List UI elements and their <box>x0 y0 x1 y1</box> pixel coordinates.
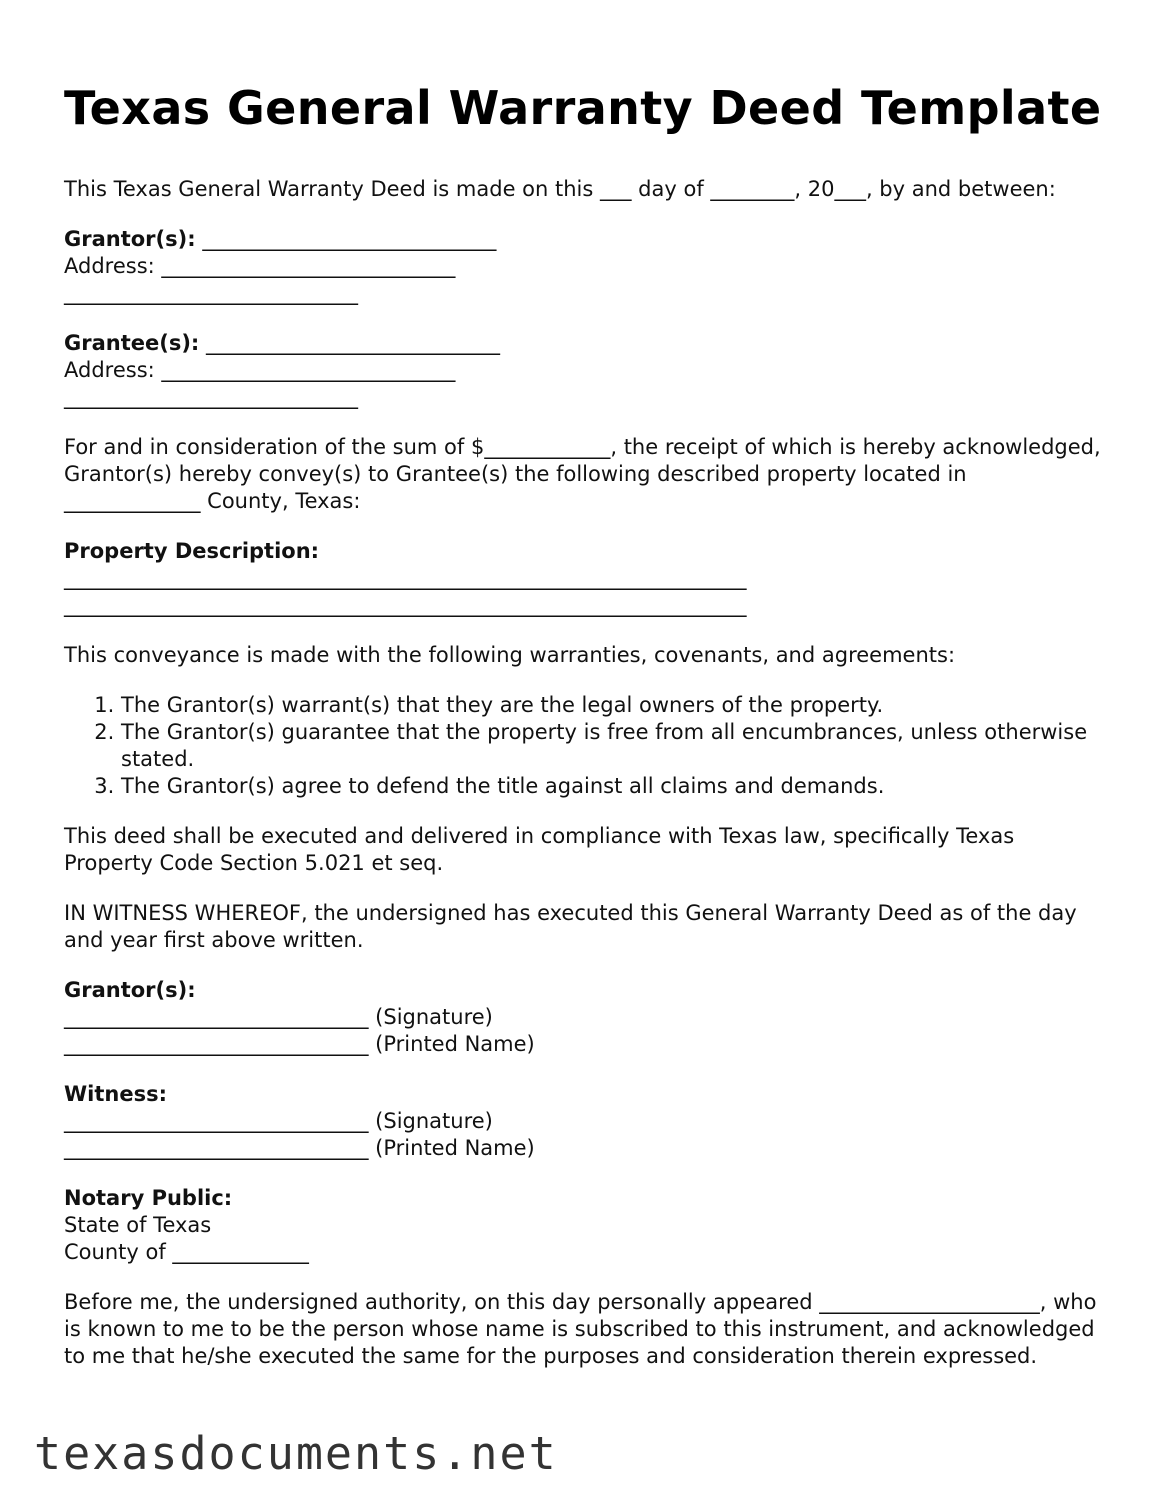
witness-signature-section <box>64 1081 1104 1162</box>
footer-watermark: texasdocuments.net <box>34 1427 558 1480</box>
document-page <box>64 80 1104 1393</box>
witness-label: Witness: <box>64 1082 167 1106</box>
witness-signature-line[interactable]: _____________________________ (Signature) <box>64 1109 493 1133</box>
document-title: Texas General Warranty Deed Template <box>64 81 1102 135</box>
grantor-signature-label: Grantor(s): <box>64 978 196 1002</box>
grantee-name-line <box>64 330 1104 357</box>
property-line-2[interactable]: _________________________________________________________________ <box>64 593 747 617</box>
grantor-name-line <box>64 226 1104 253</box>
notary-state: State of Texas <box>64 1213 212 1237</box>
intro-paragraph: This Texas General Warranty Deed is made on this ___ day of ________, 20___, by and between: <box>64 177 1056 201</box>
grantor-printed-name-line[interactable]: _____________________________ (Printed Name) <box>64 1032 535 1056</box>
property-line-1[interactable]: _________________________________________________________________ <box>64 566 747 590</box>
grantee-label: Grantee(s): <box>64 331 200 355</box>
property-section <box>64 538 1104 619</box>
witness-clause: IN WITNESS WHEREOF, the undersigned has executed this General Warranty Deed as of the day and year first above written. <box>64 901 1077 952</box>
grantor-section <box>64 226 1104 307</box>
grantor-signature-section <box>64 977 1104 1058</box>
warranty-item: 1. The Grantor(s) warrant(s) that they are the legal owners of the property. <box>121 692 1104 719</box>
grantee-name-blank[interactable]: ____________________________ <box>199 331 501 355</box>
grantee-section <box>64 330 1104 411</box>
grantor-name-blank[interactable]: ____________________________ <box>195 227 497 251</box>
compliance-paragraph: This deed shall be executed and delivered in compliance with Texas law, specifically Texas Property Code Section 5.021 et seq. <box>64 824 1015 875</box>
acknowledgment-paragraph: Before me, the undersigned authority, on this day personally appeared _____________________, who is known to me to be the person whose name is subscribed to this instrument, and acknowledged to me that he/she executed the same for the purposes and consideration therein expressed. <box>64 1290 1097 1368</box>
warranty-item: 2. The Grantor(s) guarantee that the property is free from all encumbrances, unless otherwise stated. <box>121 719 1104 773</box>
warranty-item: 3. The Grantor(s) agree to defend the title against all claims and demands. <box>121 773 1104 800</box>
property-label: Property Description: <box>64 539 320 563</box>
grantee-address-line-2[interactable]: ____________________________ <box>64 385 358 409</box>
warranties-list <box>64 692 1104 800</box>
grantee-address-line[interactable]: Address: ____________________________ <box>64 358 456 382</box>
consideration-paragraph: For and in consideration of the sum of $____________, the receipt of which is hereby acknowledged, Grantor(s) hereby convey(s) to Grantee(s) the following described property located in _____________ County, Texas: <box>64 435 1101 513</box>
notary-county-line[interactable]: County of _____________ <box>64 1240 309 1264</box>
grantor-signature-line[interactable]: _____________________________ (Signature) <box>64 1005 493 1029</box>
witness-printed-name-line[interactable]: _____________________________ (Printed Name) <box>64 1136 535 1160</box>
grantor-address-line[interactable]: Address: ____________________________ <box>64 254 456 278</box>
grantor-address-line-2[interactable]: ____________________________ <box>64 281 358 305</box>
notary-section <box>64 1185 1104 1266</box>
warranties-intro: This conveyance is made with the following warranties, covenants, and agreements: <box>64 643 956 667</box>
notary-label: Notary Public: <box>64 1186 233 1210</box>
grantor-label: Grantor(s): <box>64 227 196 251</box>
